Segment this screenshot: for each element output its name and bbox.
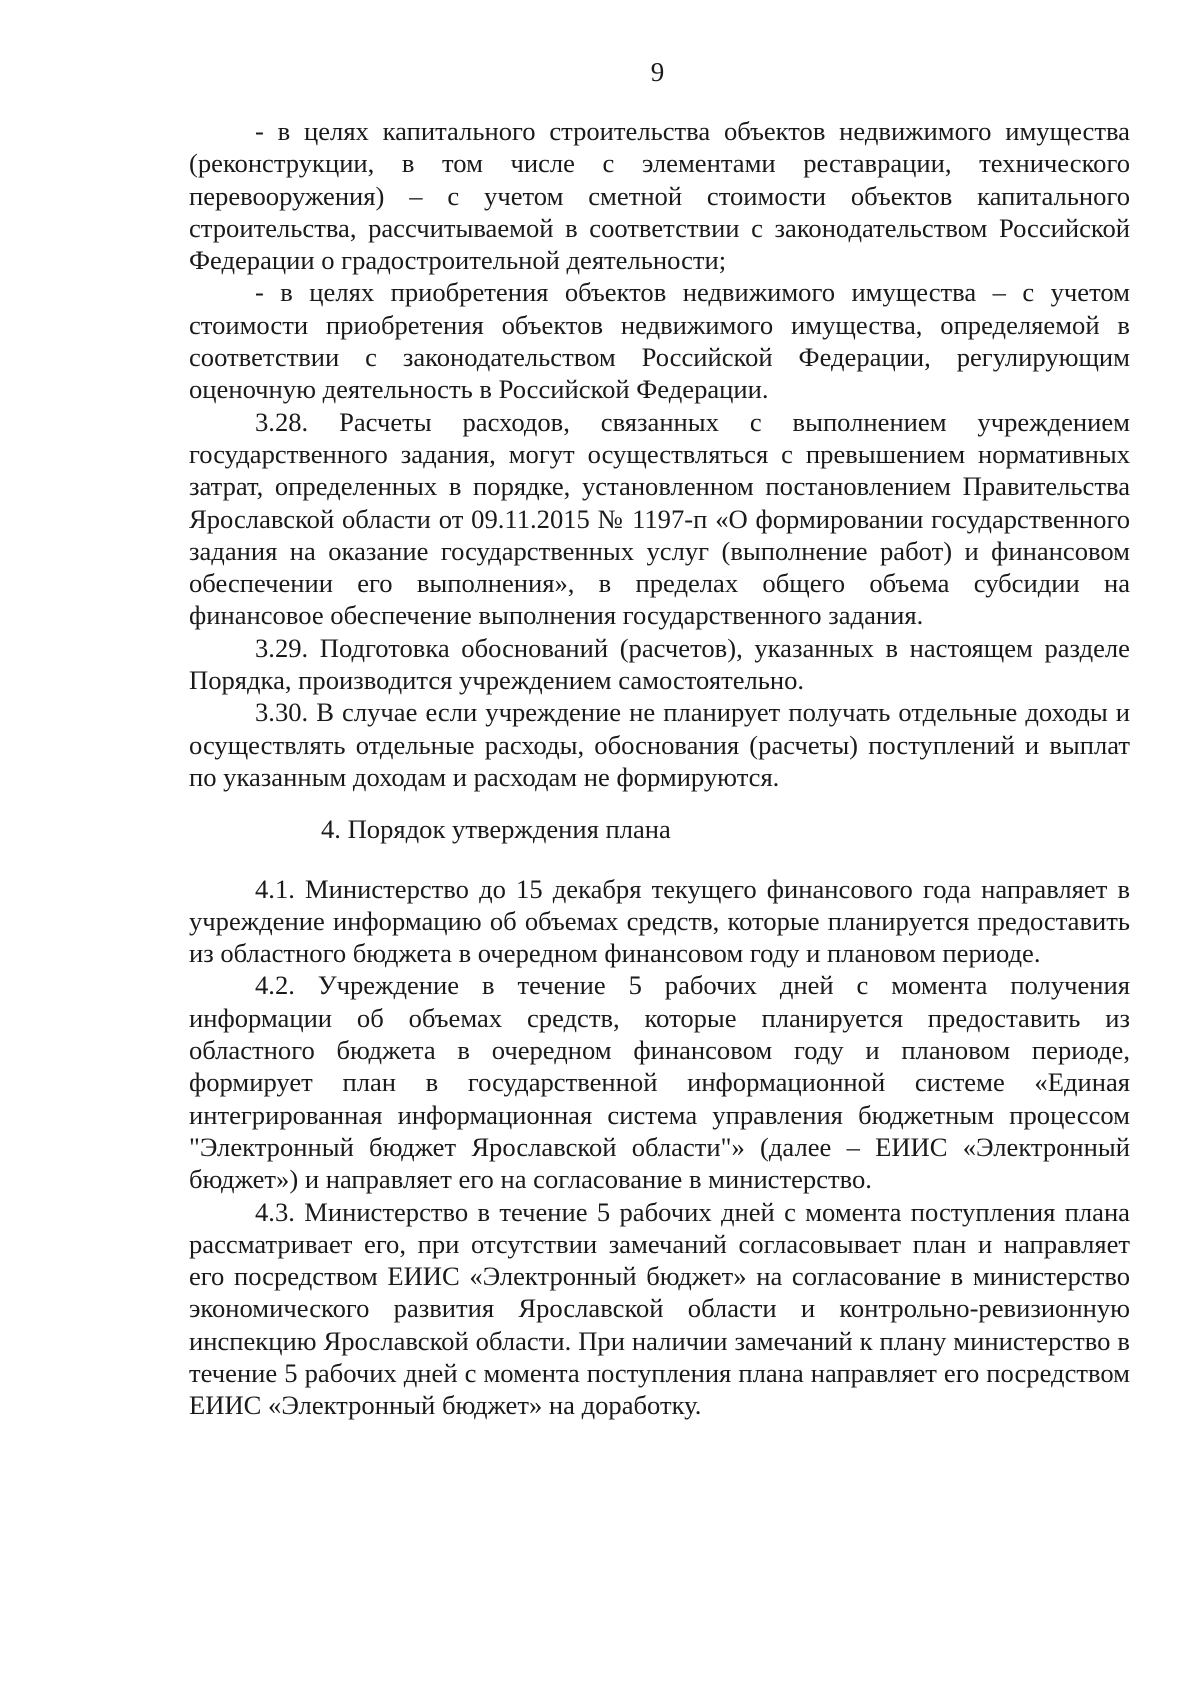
paragraph-property-acquisition: - в целях приобретения объектов недвижимого имущества – с учетом стоимости приобретения объектов недвижимого имущества, определяемой в соответствии с законодательством Российской Федерации, регулирующим оценочную деятельность в Российской Федерации. bbox=[189, 277, 1130, 405]
paragraph-3-29: 3.29. Подготовка обоснований (расчетов), указанных в настоящем разделе Порядка, производится учреждением самостоятельно. bbox=[189, 632, 1130, 696]
paragraph-capital-construction: - в целях капитального строительства объектов недвижимого имущества (реконструкции, в том числе с элементами реставрации, технического перевооружения) – с учетом сметной стоимости объектов капитального строительства, рассчитываемой в соответствии с законодательством Российской Федерации о градостроительной деятельности; bbox=[189, 116, 1130, 276]
paragraph-4-1: 4.1. Министерство до 15 декабря текущего финансового года направляет в учреждение информацию об объемах средств, которые планируется предоставить из областного бюджета в очередном финансовом году и плановом периоде. bbox=[189, 873, 1130, 969]
paragraph-3-30: 3.30. В случае если учреждение не планирует получать отдельные доходы и осуществлять отдельные расходы, обоснования (расчеты) поступлений и выплат по указанным доходам и расходам не формируются. bbox=[189, 697, 1130, 792]
page-number: 9 bbox=[650, 57, 665, 87]
paragraph-4-3: 4.3. Министерство в течение 5 рабочих дней с момента поступления плана рассматривает его, при отсутствии замечаний согласовывает план и направляет его посредством ЕИИС «Электронный бюджет» на согласование в министерство экономического развития Ярославской области и контрольно-ревизионную инспекцию Ярославской области. При наличии замечаний к плану министерство в течение 5 рабочих дней с момента поступления плана направляет его посредством ЕИИС «Электронный бюджет» на доработку. bbox=[189, 1196, 1130, 1421]
section-heading: 4. Порядок утверждения плана bbox=[321, 814, 671, 845]
document-body bbox=[189, 115, 1130, 1422]
paragraph-3-28: 3.28. Расчеты расходов, связанных с выполнением учреждением государственного задания, могут осуществляться с превышением нормативных затрат, определенных в порядке, установленном постановлением Правительства Ярославской области от 09.11.2015 № 1197-п «О формировании государственного задания на оказание государственных услуг (выполнение работ) и финансовом обеспечении его выполнения», в пределах общего объема субсидии на финансовое обеспечение выполнения государственного задания. bbox=[189, 406, 1130, 631]
paragraph-4-2: 4.2. Учреждение в течение 5 рабочих дней с момента получения информации об объемах средств, которые планируется предоставить из областного бюджета в очередном финансовом году и плановом периоде, формирует план в государственной информационной системе «Единая интегрированная информационная система управления бюджетным процессом "Электронный бюджет Ярославской области"» (далее – ЕИИС «Электронный бюджет») и направляет его на согласование в министерство. bbox=[189, 970, 1130, 1195]
